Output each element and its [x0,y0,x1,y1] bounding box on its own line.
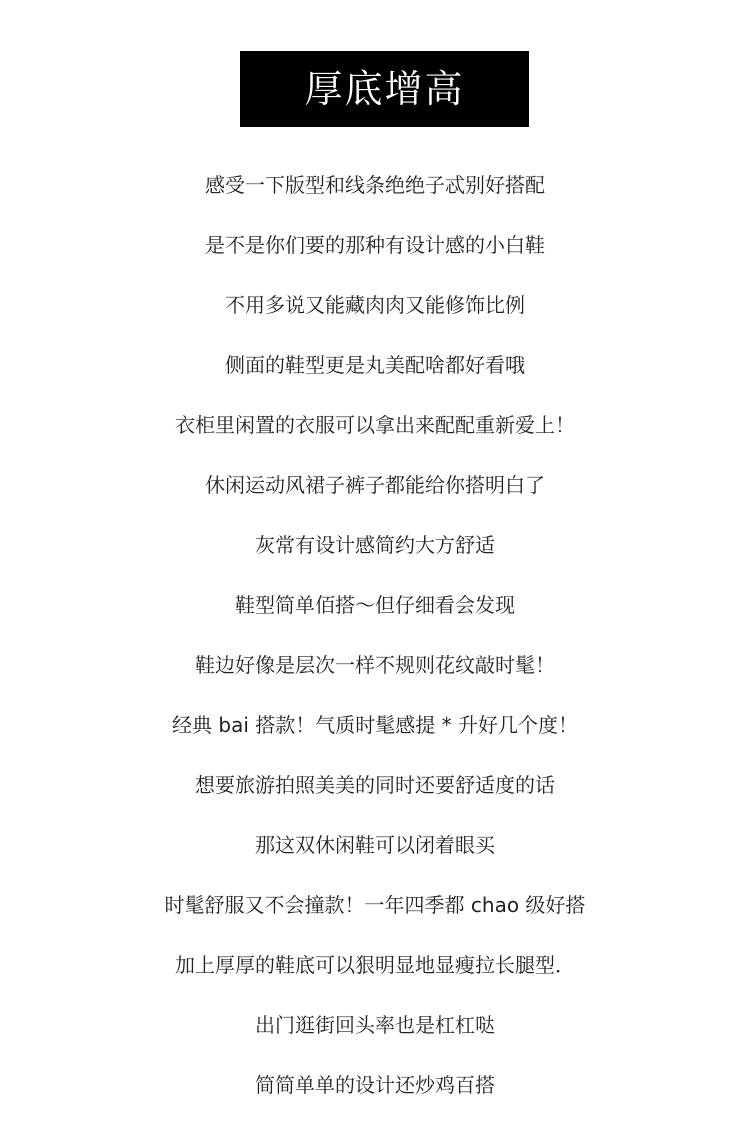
description-line: 时髦舒服又不会撞款！一年四季都 chao 级好搭 [164,893,586,917]
description-line: 衣柜里闲置的衣服可以拿出来配配重新爱上！ [175,413,575,437]
description-line: 休闲运动风裙子裤子都能给你搭明白了 [205,473,545,497]
description-line: 经典 bai 搭款！气质时髦感提 * 升好几个度！ [172,713,578,737]
description-line: 感受一下版型和线条绝绝子忒别好搭配 [205,173,545,197]
description-line: 是不是你们要的那种有设计感的小白鞋 [205,233,545,257]
description-line: 简简单单的设计还炒鸡百搭 [255,1073,495,1097]
description-line: 鞋型简单佰搭～但仔细看会发现 [235,593,515,617]
description-line: 不用多说又能藏肉肉又能修饰比例 [225,293,525,317]
description-line: 加上厚厚的鞋底可以狠明显地显瘦拉长腿型． [175,953,575,977]
description-line: 侧面的鞋型更是丸美配啥都好看哦 [225,353,525,377]
description-line: 鞋边好像是层次一样不规则花纹敲时髦！ [195,653,555,677]
description-lines [0,155,750,1115]
description-line: 想要旅游拍照美美的同时还要舒适度的话 [195,773,555,797]
description-line: 灰常有设计感简约大方舒适 [255,533,495,557]
description-line: 那这双休闲鞋可以闭着眼买 [255,833,495,857]
title-banner [240,51,529,127]
description-line: 出门逛街回头率也是杠杠哒 [255,1013,495,1037]
page-title: 厚底增高 [304,67,465,111]
